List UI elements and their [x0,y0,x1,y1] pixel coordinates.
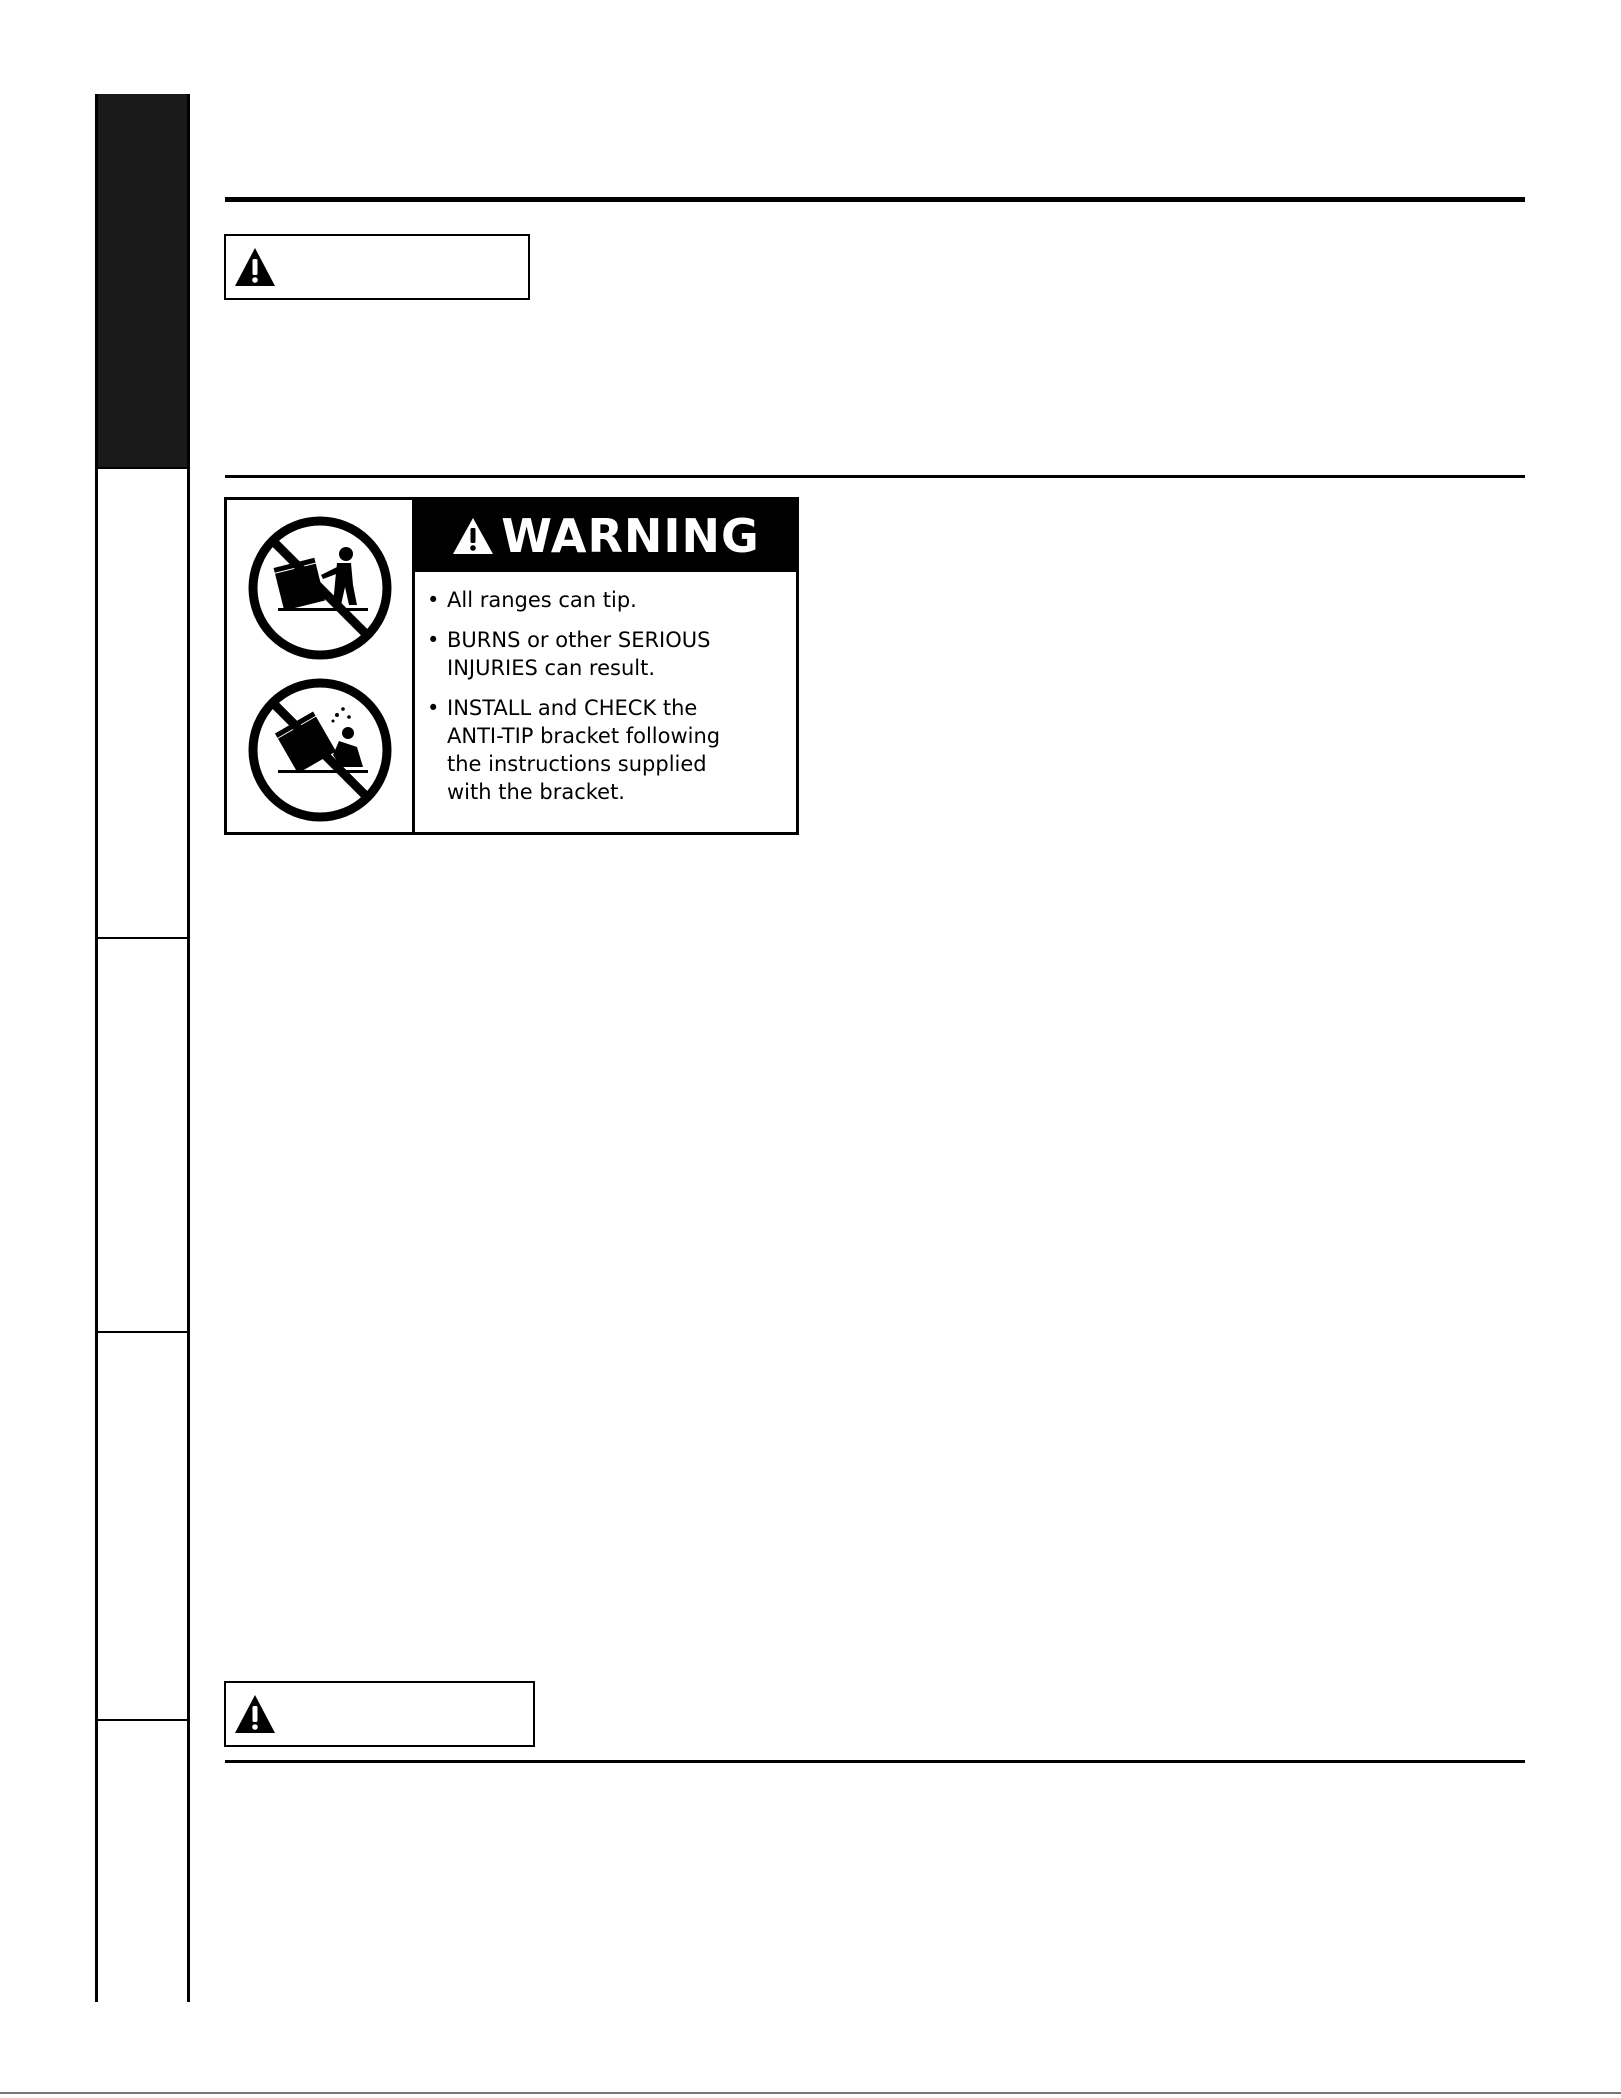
caution-box [224,234,530,300]
caution-box [224,1681,535,1747]
pictogram-column [227,500,415,832]
side-tab-strip [95,94,190,2002]
warning-bullets [425,586,788,818]
warning-title: WARNING [501,509,760,563]
section-rule [225,1760,1525,1763]
warning-triangle-icon [451,516,495,556]
page-bottom-edge [0,2092,1621,2094]
warning-bullet: • All ranges can tip. [427,588,637,612]
warning-triangle-icon [233,246,277,288]
anti-tip-warning-label [224,497,799,835]
warning-bullet: • INSTALL and CHECK the ANTI-TIP bracket following the instructions supplied with the bracket. [427,696,721,804]
no-climbing-range-icon [245,513,395,663]
warning-header [415,500,796,572]
side-tab-5[interactable] [98,1721,187,2002]
side-tab-active[interactable] [98,94,187,467]
side-tab-3[interactable] [98,939,187,1331]
section-rule [225,475,1525,478]
no-range-tip-over-icon [245,675,395,825]
warning-triangle-icon [233,1693,277,1735]
side-tab-4[interactable] [98,1333,187,1719]
side-tab-2[interactable] [98,469,187,937]
warning-bullet: • BURNS or other SERIOUS INJURIES can result. [427,628,711,680]
section-rule-top [225,197,1525,202]
